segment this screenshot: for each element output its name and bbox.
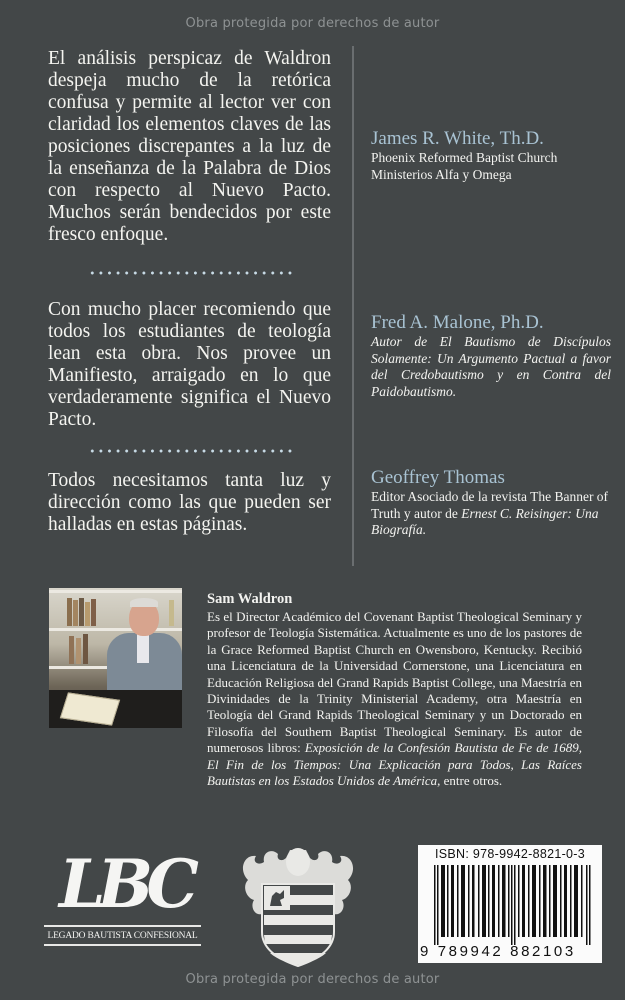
copyright-watermark-top: Obra protegida por derechos de autor (185, 16, 440, 31)
dotted-divider-1 (88, 271, 294, 275)
bio-plain: Es el Director Académico del Covenant Baptist Theological Seminary y profesor de Teología Sistemática. Actualmente es uno de los pastores de la Grace Reformed Baptist Church en Owensboro, Kentucky. Recibió una Licenciatura de la Universidad Cornerstone, una Licenciatura en Educación Religiosa del Grand Rapids Baptist College, una Maestría en Divinidades de la Trinity Ministerial Academy, otra Maestría en Teología del Grand Rapids Theological Seminary y un Doctorado en Filosofía del Southern Baptist Theological Seminary. Es autor de numerosos libros: (207, 609, 582, 756)
coat-of-arms-icon (238, 840, 358, 968)
endorser-name: James R. White, Th.D. (371, 128, 544, 149)
endorser-affiliation: Phoenix Reformed Baptist Church (371, 150, 558, 165)
bio-book-titles: Exposición de la Confesión Bautista de Fe de 1689, El Fin de los Tiempos: Una Explicación para Todos, Las Raíces Bautistas en los Estados Unidos de América (207, 740, 582, 789)
endorser-name: Geoffrey Thomas (371, 467, 505, 488)
vertical-divider (352, 46, 354, 566)
publisher-logo (40, 845, 205, 957)
isbn-barcode (418, 845, 602, 963)
publisher-monogram: LBC (59, 845, 191, 923)
bookshelf (49, 628, 182, 631)
author-bio (207, 590, 582, 789)
barcode-bars (432, 865, 594, 945)
logo-rule (44, 944, 201, 946)
bio-end: , entre otros. (437, 773, 503, 789)
copyright-watermark-bottom: Obra protegida por derechos de autor (185, 972, 440, 987)
endorser-description-italic: Ernest C. Reisinger: Una Biografía. (371, 505, 599, 537)
endorser-description-plain: Editor Asociado de la revista The Banner of Truth y autor de (371, 489, 609, 521)
endorser-description (371, 489, 611, 539)
bookshelf (49, 590, 182, 593)
logo-rule (44, 925, 201, 927)
endorser-description: Autor de El Bautismo de Discípulos Solamente: Un Argumento Pactual a favor del Credobautismo y en Contra del Paidobautismo. (371, 334, 611, 399)
endorsement-quote-3: Todos necesitamos tanta luz y dirección como las que pueden ser halladas en estas páginas. (48, 470, 331, 535)
isbn-label: ISBN: 978-9942-8821-0-3 (434, 847, 586, 861)
endorser-fred-malone (371, 312, 611, 400)
author-name: Sam Waldron (207, 591, 293, 607)
endorsement-quote-1: El análisis perspicaz de Waldron despeja mucho de la retórica confusa y permite al lector ver con claridad los elementos claves de las posiciones discrepantes a la luz de la enseñanza de la Palabra de Dios con respecto al Nuevo Pacto. Muchos serán bendecidos por este fresco enfoque. (48, 48, 331, 245)
endorser-james-white (371, 128, 611, 183)
endorsement-quote-2: Con mucho placer recomiendo que todos los estudiantes de teología lean esta obra. Nos provee un Manifiesto, arraigado en lo que verdaderamente significa el Nuevo Pacto. (48, 299, 331, 430)
barcode-digits: 9 789942 882103 (420, 943, 576, 960)
author-bio-text (207, 609, 582, 789)
dotted-divider-2 (88, 449, 294, 453)
publisher-name: LEGADO BAUTISTA CONFESIONAL (47, 931, 198, 941)
author-photo (49, 588, 182, 728)
endorser-affiliation: Ministerios Alfa y Omega (371, 166, 512, 182)
endorser-name: Fred A. Malone, Ph.D. (371, 312, 544, 333)
endorser-geoffrey-thomas (371, 467, 611, 539)
